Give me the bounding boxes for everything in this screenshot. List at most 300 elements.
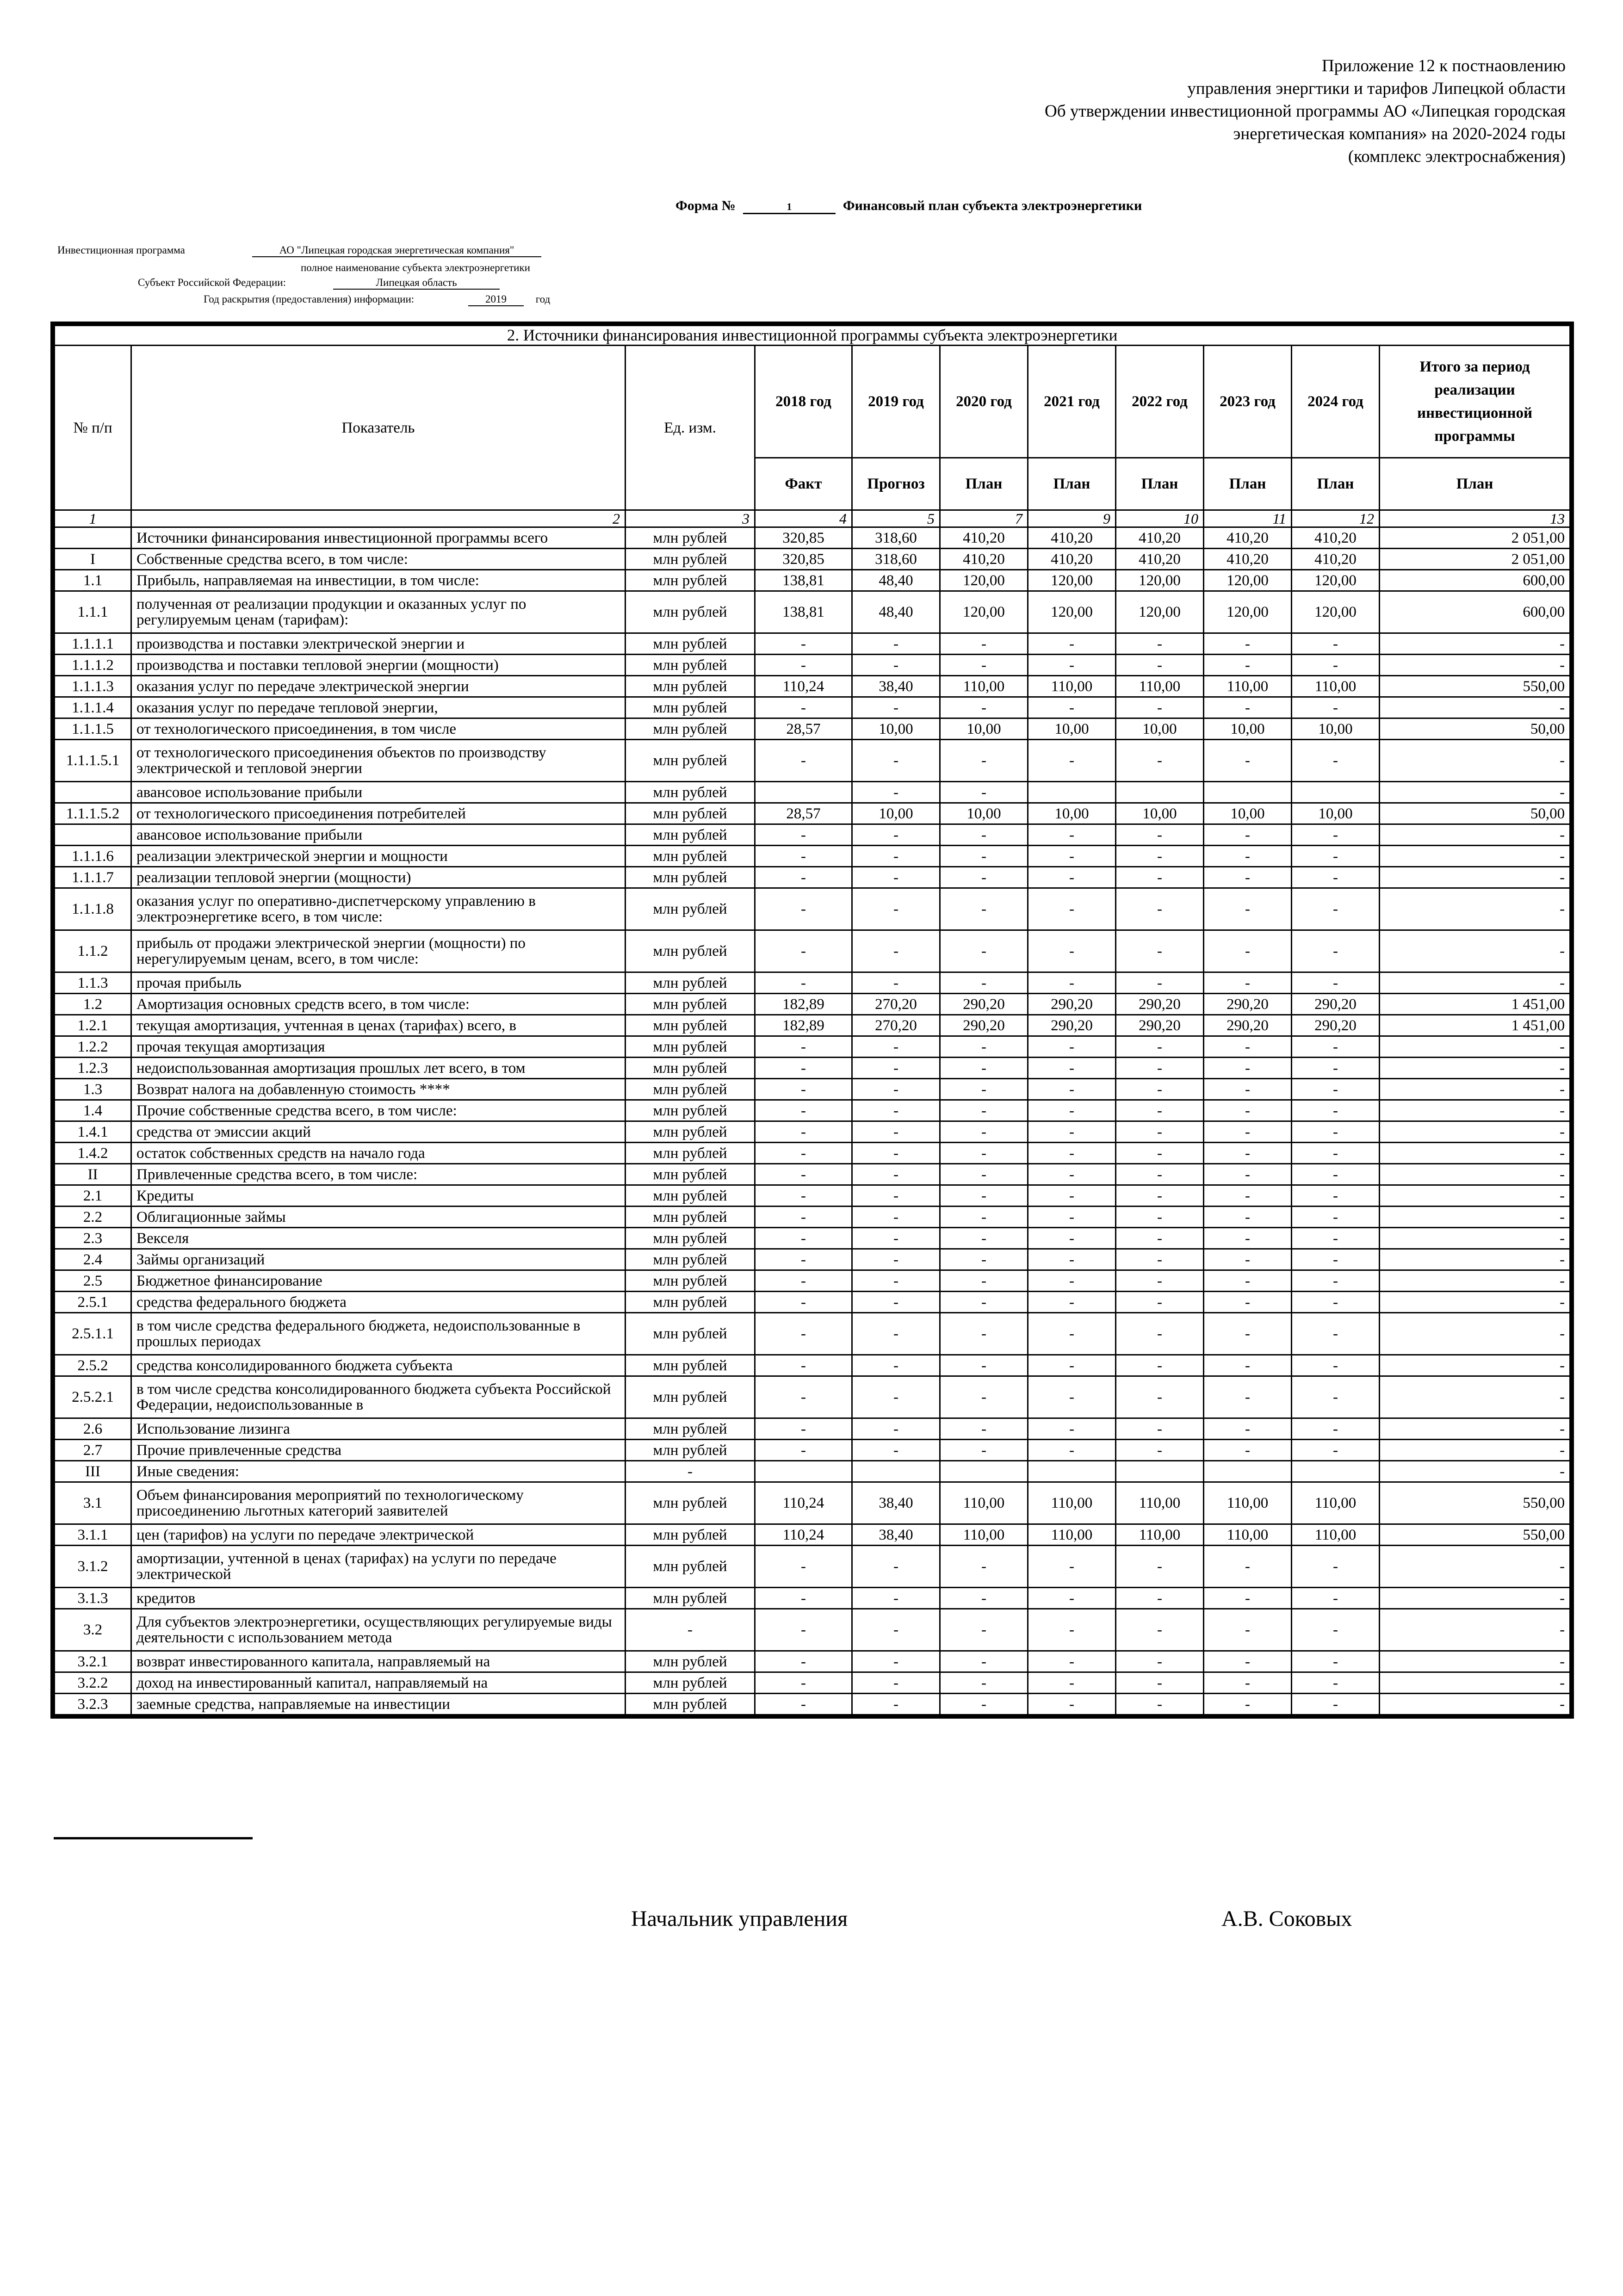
row-year-value: - [1204,930,1292,972]
col-header-year: 2023 год [1204,346,1292,458]
col-number: 12 [1292,510,1380,527]
row-year-value: - [1204,1249,1292,1270]
row-year-value: - [1292,1418,1380,1440]
row-year-value: - [1116,1440,1204,1461]
row-total-value: - [1380,888,1570,930]
row-year-value: - [755,1100,852,1121]
row-total-value: - [1380,740,1570,782]
row-unit: млн рублей [626,803,755,824]
row-year-value: - [1292,697,1380,718]
row-unit: - [626,1461,755,1482]
row-number: 1.1.1.5 [55,718,131,740]
row-number: 1.3 [55,1079,131,1100]
row-year-value: - [755,697,852,718]
row-year-value: 110,00 [1292,676,1380,697]
row-total-value: - [1380,1058,1570,1079]
row-year-value: - [940,1651,1028,1672]
row-year-value: - [1292,1228,1380,1249]
row-year-value: - [940,1079,1028,1100]
subject-value: Липецкая область [333,277,500,290]
row-year-value: - [1116,1249,1204,1270]
row-year-value: - [1292,633,1380,655]
row-total-value: - [1380,930,1570,972]
row-year-value: 38,40 [852,1524,940,1546]
row-indicator: Для субъектов электроэнергетики, осуществляющих регулируемые виды деятельности с использованием метода [131,1609,626,1651]
row-year-value: - [852,1121,940,1143]
col-number: 3 [626,510,755,527]
program-note: полное наименование субъекта электроэнергетики [301,262,530,273]
row-year-value: - [1028,697,1116,718]
row-unit: млн рублей [626,1036,755,1058]
table-row [55,1100,1570,1121]
program-label: Инвестиционная программа [57,244,185,256]
row-unit: млн рублей [626,1121,755,1143]
row-year-value: - [1204,1418,1292,1440]
row-year-value: - [1292,1164,1380,1185]
col-subheader: План [1116,458,1204,510]
row-year-value: 318,60 [852,549,940,570]
row-year-value: - [1116,1609,1204,1651]
col-header-num: № п/п [55,346,131,510]
row-year-value: 10,00 [940,803,1028,824]
row-year-value: 110,00 [1028,1524,1116,1546]
row-year-value: - [755,1164,852,1185]
program-value-wrap [252,244,541,257]
row-number: 2.2 [55,1207,131,1228]
row-total-value: - [1380,1546,1570,1588]
row-year-value: 290,20 [1292,1015,1380,1036]
row-year-value: - [1292,1249,1380,1270]
table-row [55,591,1570,633]
row-year-value: - [940,697,1028,718]
row-total-value: 550,00 [1380,1482,1570,1524]
row-year-value: - [755,1672,852,1694]
row-year-value: - [940,1609,1028,1651]
row-year-value: - [1028,1292,1116,1313]
row-year-value: - [1204,1376,1292,1418]
row-year-value: - [852,972,940,994]
row-number: II [55,1164,131,1185]
row-unit: млн рублей [626,824,755,846]
col-subheader: План [1028,458,1116,510]
row-year-value: 10,00 [1116,718,1204,740]
row-year-value: - [852,1609,940,1651]
table-row [55,1249,1570,1270]
row-year-value: - [1292,888,1380,930]
row-indicator: Источники финансирования инвестиционной программы всего [131,527,626,549]
table-row [55,527,1570,549]
col-header-year: 2020 год [940,346,1028,458]
table-row [55,803,1570,824]
row-year-value: - [1292,1143,1380,1164]
row-number: 2.5.1 [55,1292,131,1313]
row-year-value: - [1204,1058,1292,1079]
col-header-total: Итого за период реализации инвестиционной программы [1380,346,1570,458]
row-year-value: 410,20 [1028,527,1116,549]
row-unit: млн рублей [626,591,755,633]
row-unit: млн рублей [626,1185,755,1207]
row-year-value [1292,782,1380,803]
col-number: 5 [852,510,940,527]
row-total-value: - [1380,1121,1570,1143]
row-total-value: 1 451,00 [1380,994,1570,1015]
row-year-value: - [940,1292,1028,1313]
row-year-value: 110,00 [1204,676,1292,697]
row-number: 3.2.1 [55,1651,131,1672]
row-number: 1.2.3 [55,1058,131,1079]
row-year-value: - [1116,1164,1204,1185]
form-title: Финансовый план субъекта электроэнергетики [842,198,1142,213]
row-year-value: - [1028,1164,1116,1185]
row-unit: млн рублей [626,1588,755,1609]
col-number: 1 [55,510,131,527]
row-year-value: - [755,1079,852,1100]
row-year-value: 182,89 [755,994,852,1015]
table-row [55,1058,1570,1079]
row-year-value: - [1204,697,1292,718]
row-year-value: - [1204,1313,1292,1355]
row-number: 1.4.2 [55,1143,131,1164]
footnote-divider [54,1837,253,1839]
row-unit: млн рублей [626,1313,755,1355]
row-year-value: - [852,1588,940,1609]
row-year-value: - [1204,888,1292,930]
row-year-value: - [1292,846,1380,867]
row-year-value: - [1292,1292,1380,1313]
row-number: 2.5.2.1 [55,1376,131,1418]
row-year-value: - [940,972,1028,994]
row-year-value [1204,1461,1292,1482]
row-year-value [755,1461,852,1482]
table-row [55,676,1570,697]
row-indicator: Векселя [131,1228,626,1249]
row-year-value: 290,20 [1204,1015,1292,1036]
row-unit: млн рублей [626,1292,755,1313]
row-year-value: - [1292,1100,1380,1121]
row-year-value: - [1204,1588,1292,1609]
col-number: 9 [1028,510,1116,527]
row-year-value: - [1204,1143,1292,1164]
row-year-value: - [852,1058,940,1079]
row-year-value: - [940,867,1028,888]
row-year-value: - [1028,1079,1116,1100]
row-year-value: - [1028,1440,1116,1461]
row-unit: млн рублей [626,655,755,676]
row-year-value: - [755,1249,852,1270]
row-year-value: - [1028,655,1116,676]
row-number: 2.7 [55,1440,131,1461]
header-line-1: Приложение 12 к постнаовлению [1322,56,1566,75]
row-year-value: 318,60 [852,527,940,549]
row-year-value: - [1028,846,1116,867]
header-line-4: энергетическая компания» на 2020-2024 годы [1233,124,1566,143]
row-number: 1.1.1.8 [55,888,131,930]
row-year-value: 138,81 [755,591,852,633]
table-row [55,1143,1570,1164]
row-year-value: 110,00 [1292,1482,1380,1524]
form-number: 1 [743,201,836,214]
row-unit: млн рублей [626,1249,755,1270]
row-year-value: - [1116,1588,1204,1609]
row-year-value: - [1116,655,1204,676]
row-year-value: - [1028,1207,1116,1228]
row-year-value: 270,20 [852,1015,940,1036]
row-unit: млн рублей [626,697,755,718]
row-year-value: - [1028,1694,1116,1715]
row-year-value: 410,20 [1292,549,1380,570]
row-year-value: - [1204,655,1292,676]
row-indicator: амортизации, учтенной в ценах (тарифах) на услуги по передаче электрической [131,1546,626,1588]
row-year-value: - [1028,1546,1116,1588]
row-indicator: цен (тарифов) на услуги по передаче электрической [131,1524,626,1546]
row-year-value: - [1116,1270,1204,1292]
col-header-year: 2021 год [1028,346,1116,458]
row-total-value: - [1380,655,1570,676]
table-row [55,633,1570,655]
row-year-value: 120,00 [1204,570,1292,591]
row-unit: млн рублей [626,1079,755,1100]
row-year-value: 410,20 [1292,527,1380,549]
row-indicator: средства федерального бюджета [131,1292,626,1313]
table-row [55,1524,1570,1546]
row-indicator: в том числе средства федерального бюджета, недоиспользованные в прошлых периодах [131,1313,626,1355]
row-year-value: - [852,824,940,846]
row-unit: млн рублей [626,1546,755,1588]
col-header-year: 2022 год [1116,346,1204,458]
row-year-value: 110,00 [940,1524,1028,1546]
row-number: 2.3 [55,1228,131,1249]
row-year-value: - [1116,824,1204,846]
row-year-value: - [1028,972,1116,994]
row-year-value: 120,00 [1116,591,1204,633]
row-indicator: от технологического присоединения потребителей [131,803,626,824]
col-number: 13 [1380,510,1570,527]
row-number [55,527,131,549]
row-indicator: от технологического присоединения, в том числе [131,718,626,740]
row-year-value: 410,20 [1204,549,1292,570]
col-subheader: Прогноз [852,458,940,510]
row-number: I [55,549,131,570]
row-number: 3.2.2 [55,1672,131,1694]
table-row [55,1121,1570,1143]
signature-name: А.В. Соковых [1221,1906,1352,1931]
row-year-value: - [1028,888,1116,930]
row-year-value: 410,20 [1116,527,1204,549]
row-number: 1.2.2 [55,1036,131,1058]
row-year-value: - [1292,1058,1380,1079]
table-row [55,888,1570,930]
row-year-value: - [940,1143,1028,1164]
row-year-value: - [755,972,852,994]
row-indicator: реализации тепловой энергии (мощности) [131,867,626,888]
row-year-value: - [1292,930,1380,972]
col-number: 4 [755,510,852,527]
row-year-value: - [852,1672,940,1694]
row-year-value: - [755,1143,852,1164]
row-year-value: 290,20 [940,994,1028,1015]
year-value-wrap [468,293,550,306]
row-year-value: - [940,1672,1028,1694]
row-year-value: - [940,633,1028,655]
row-unit: млн рублей [626,740,755,782]
row-year-value: - [1116,1376,1204,1418]
row-unit: млн рублей [626,527,755,549]
row-year-value: - [1028,1185,1116,1207]
row-year-value: - [755,1651,852,1672]
row-year-value: - [1204,867,1292,888]
row-year-value: - [852,888,940,930]
row-year-value: - [1116,1418,1204,1440]
col-subheader: План [1380,458,1570,510]
row-unit: млн рублей [626,1524,755,1546]
row-indicator: средства консолидированного бюджета субъекта [131,1355,626,1376]
row-year-value: 290,20 [1116,1015,1204,1036]
row-year-value: 120,00 [1116,570,1204,591]
row-unit: - [626,1609,755,1651]
row-indicator: Собственные средства всего, в том числе: [131,549,626,570]
row-unit: млн рублей [626,1440,755,1461]
row-year-value: - [1292,1036,1380,1058]
row-year-value: - [1204,1440,1292,1461]
row-year-value: - [755,1207,852,1228]
row-year-value: 320,85 [755,549,852,570]
table-row [55,1461,1570,1482]
row-year-value: - [852,1292,940,1313]
table-row [55,867,1570,888]
row-year-value: 270,20 [852,994,940,1015]
table-row [55,1482,1570,1524]
col-subheader: Факт [755,458,852,510]
row-year-value: - [1028,1588,1116,1609]
row-indicator: авансовое использование прибыли [131,824,626,846]
row-year-value: - [1204,740,1292,782]
col-header-indicator: Показатель [131,346,626,510]
row-unit: млн рублей [626,1015,755,1036]
row-year-value: - [1116,1546,1204,1588]
row-year-value: 120,00 [1204,591,1292,633]
row-indicator: Прочие привлеченные средства [131,1440,626,1461]
row-year-value: - [755,1418,852,1440]
row-year-value: - [1292,1207,1380,1228]
col-header-year: 2024 год [1292,346,1380,458]
row-year-value: - [1292,972,1380,994]
row-total-value: - [1380,1651,1570,1672]
row-unit: млн рублей [626,1270,755,1292]
row-number: 3.1.3 [55,1588,131,1609]
row-year-value: - [1028,1270,1116,1292]
row-year-value: 38,40 [852,1482,940,1524]
row-total-value: 2 051,00 [1380,527,1570,549]
row-year-value: - [755,633,852,655]
row-year-value: - [755,1185,852,1207]
row-year-value: 120,00 [940,591,1028,633]
row-year-value: - [1028,1672,1116,1694]
table-row [55,972,1570,994]
year-suffix: год [535,293,551,305]
row-year-value: - [1292,824,1380,846]
row-year-value: - [940,782,1028,803]
row-number: 2.5 [55,1270,131,1292]
row-indicator: Кредиты [131,1185,626,1207]
row-year-value: - [1204,1270,1292,1292]
row-year-value: 110,00 [1028,676,1116,697]
row-year-value: 110,00 [1204,1524,1292,1546]
row-year-value: - [1204,1694,1292,1715]
col-number: 11 [1204,510,1292,527]
table-row [55,1694,1570,1715]
row-year-value: 110,00 [1116,1524,1204,1546]
row-year-value: 320,85 [755,527,852,549]
row-year-value: - [755,930,852,972]
table-row [55,930,1570,972]
row-year-value: - [852,1270,940,1292]
row-number: 1.1.1.2 [55,655,131,676]
row-indicator: производства и поставки тепловой энергии (мощности) [131,655,626,676]
row-number: 2.1 [55,1185,131,1207]
row-year-value: - [1204,1207,1292,1228]
row-total-value: - [1380,1694,1570,1715]
row-year-value: - [755,867,852,888]
row-year-value: - [755,1609,852,1651]
row-indicator: оказания услуг по передаче тепловой энергии, [131,697,626,718]
row-year-value: 410,20 [1028,549,1116,570]
row-unit: млн рублей [626,1207,755,1228]
row-year-value: 10,00 [1292,803,1380,824]
row-year-value: 10,00 [1028,803,1116,824]
row-number: 1.2 [55,994,131,1015]
row-year-value: - [755,1270,852,1292]
row-year-value: - [1116,1036,1204,1058]
row-year-value: - [1116,697,1204,718]
table-row [55,1036,1570,1058]
row-total-value: - [1380,1292,1570,1313]
row-year-value: 110,00 [940,676,1028,697]
row-year-value: - [852,1207,940,1228]
row-year-value: - [1028,1228,1116,1249]
row-unit: млн рублей [626,1376,755,1418]
document-header [1045,55,1566,168]
table-row [55,782,1570,803]
row-year-value: - [852,1376,940,1418]
row-year-value: - [1292,1355,1380,1376]
row-year-value: - [1292,1313,1380,1355]
row-year-value: - [940,1249,1028,1270]
row-unit: млн рублей [626,1418,755,1440]
row-total-value: - [1380,846,1570,867]
row-total-value: - [1380,1185,1570,1207]
row-year-value: 290,20 [1292,994,1380,1015]
row-year-value: - [940,1313,1028,1355]
row-year-value: - [755,1058,852,1079]
row-year-value: - [940,1376,1028,1418]
row-year-value: - [1028,1651,1116,1672]
row-number: 3.1.1 [55,1524,131,1546]
row-year-value: - [852,1651,940,1672]
row-year-value: - [940,1100,1028,1121]
header-line-2: управления энергтики и тарифов Липецкой области [1187,79,1566,98]
row-total-value: - [1380,1313,1570,1355]
row-indicator: Прочие собственные средства всего, в том числе: [131,1100,626,1121]
table-row [55,740,1570,782]
row-year-value: - [1116,846,1204,867]
row-unit: млн рублей [626,1100,755,1121]
table-row [55,1418,1570,1440]
row-year-value: - [852,1228,940,1249]
row-unit: млн рублей [626,994,755,1015]
row-total-value: - [1380,1270,1570,1292]
row-year-value: - [852,1143,940,1164]
row-number: 1.4 [55,1100,131,1121]
